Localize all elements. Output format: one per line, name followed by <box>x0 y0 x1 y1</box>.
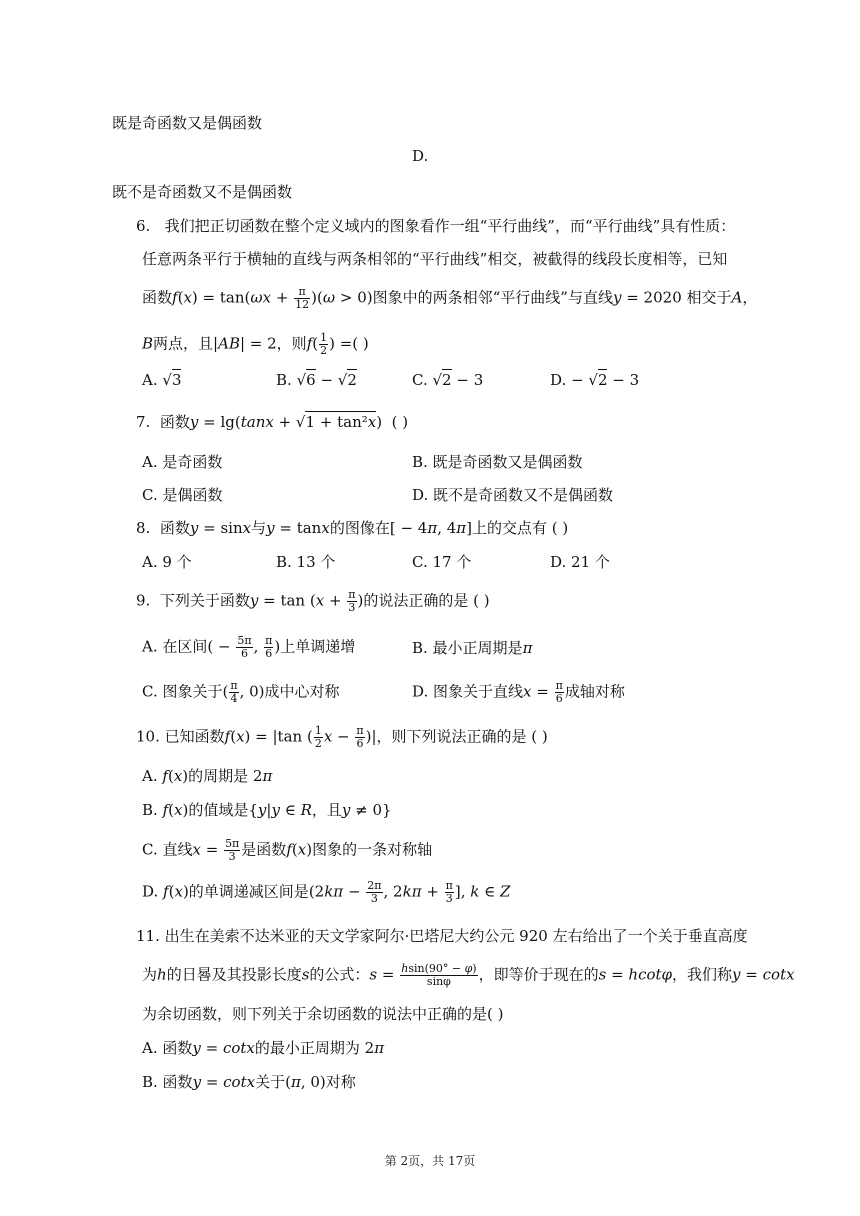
q6-line3: 函数f(x) = tan(ωx + $\frac{\pi}{12}$ )(ω > 0)图象中的两条相邻“平行曲线”与直线y = 2020 相交于A， <box>142 285 758 311</box>
q7-stem: 7. 函数y = lg(tanx + √1 + tan²x) ( ) <box>136 413 409 431</box>
q9-option-a[interactable]: A. 在区间( − $\frac{5\pi}{6}$ , $\frac{\pi}{6}$ )上单调递增 <box>142 634 356 660</box>
q8-option-d[interactable]: D. 21 个 <box>550 553 610 571</box>
q7-option-a[interactable]: A. 是奇函数 <box>142 453 223 471</box>
q8-option-b[interactable]: B. 13 个 <box>276 553 336 571</box>
top-text-line2: 既不是奇函数又不是偶函数 <box>112 183 293 201</box>
q11-line1: 11. 出生在美索不达米亚的天文学家阿尔·巴塔尼大约公元 920 左右给出了一个关于垂直高度 <box>136 927 748 945</box>
q10-option-b[interactable]: B. f(x)的值域是{y|y ∈ R，且y ≠ 0} <box>142 801 392 819</box>
q6-option-b[interactable]: B. √6 − √2 <box>276 371 357 389</box>
q7-option-d[interactable]: D. 既不是奇函数又不是偶函数 <box>412 486 614 504</box>
q10-option-c[interactable]: C. 直线x = $\frac{5\pi}{3}$ 是函数f(x)图象的一条对称轴 <box>142 837 433 863</box>
q6-option-c[interactable]: C. √2 − 3 <box>412 371 484 389</box>
q6-number: 6. <box>136 217 151 235</box>
q11-line3: 为余切函数，则下列关于余切函数的说法中正确的是( ) <box>142 1005 504 1023</box>
q8-option-a[interactable]: A. 9 个 <box>142 553 192 571</box>
q8-stem: 8. 函数y = sinx与y = tanx的图像在[ − 4π, 4π]上的交点有 ( ) <box>136 519 569 537</box>
q7-option-b[interactable]: B. 既是奇函数又是偶函数 <box>412 453 583 471</box>
q10-option-d[interactable]: D. f(x)的单调递减区间是(2kπ − $\frac{2\pi}{3}$ , 2kπ + $\frac{\pi}{3}$ ], k ∈ Z <box>142 879 511 905</box>
q6-text-1: 我们把正切函数在整个定义域内的图象看作一组“平行曲线”，而“平行曲线”具有性质： <box>164 217 736 235</box>
q6-line2: 任意两条平行于横轴的直线与两条相邻的“平行曲线”相交，被截得的线段长度相等，已知 <box>142 250 728 268</box>
q6-option-d[interactable]: D. − √2 − 3 <box>550 371 640 389</box>
top-option-d-label: D. <box>412 147 429 165</box>
q6-line1 <box>136 215 735 236</box>
q11-option-a[interactable]: A. 函数y = cotx的最小正周期为 2π <box>142 1039 385 1057</box>
top-text-line1: 既是奇函数又是偶函数 <box>112 114 263 132</box>
q9-option-d[interactable]: D. 图象关于直线x = $\frac{\pi}{6}$ 成轴对称 <box>412 679 625 705</box>
q7-option-c[interactable]: C. 是偶函数 <box>142 486 223 504</box>
q11-option-b[interactable]: B. 函数y = cotx关于(π, 0)对称 <box>142 1073 356 1091</box>
q11-line2: 为h的日晷及其投影长度s的公式：s = $\frac{hsin(90^\circ - \varphi)}{\sin\varphi}$ ，即等价于现在的s = hcotφ，我们称y = cotx <box>142 962 795 988</box>
q6-option-a[interactable]: A. √3 <box>142 371 182 389</box>
q10-stem: 10. 已知函数f(x) = |tan ( $\frac{1}{2}$ x − $\frac{\pi}{6}$ )|，则下列说法正确的是 ( ) <box>136 724 548 750</box>
q10-option-a[interactable]: A. f(x)的周期是 2π <box>142 767 273 785</box>
q9-stem: 9. 下列关于函数y = tan (x + $\frac{\pi}{3}$ )的说法正确的是 ( ) <box>136 588 490 614</box>
page-footer: 第 2页，共 17页 <box>384 1154 476 1168</box>
q6-line4: B两点，且|AB| = 2，则f( $\frac{1}{2}$ ) =( ) <box>142 331 369 357</box>
q9-option-c[interactable]: C. 图象关于( $\frac{\pi}{4}$ , 0)成中心对称 <box>142 679 340 705</box>
q8-option-c[interactable]: C. 17 个 <box>412 553 472 571</box>
q9-option-b[interactable]: B. 最小正周期是π <box>412 639 533 657</box>
